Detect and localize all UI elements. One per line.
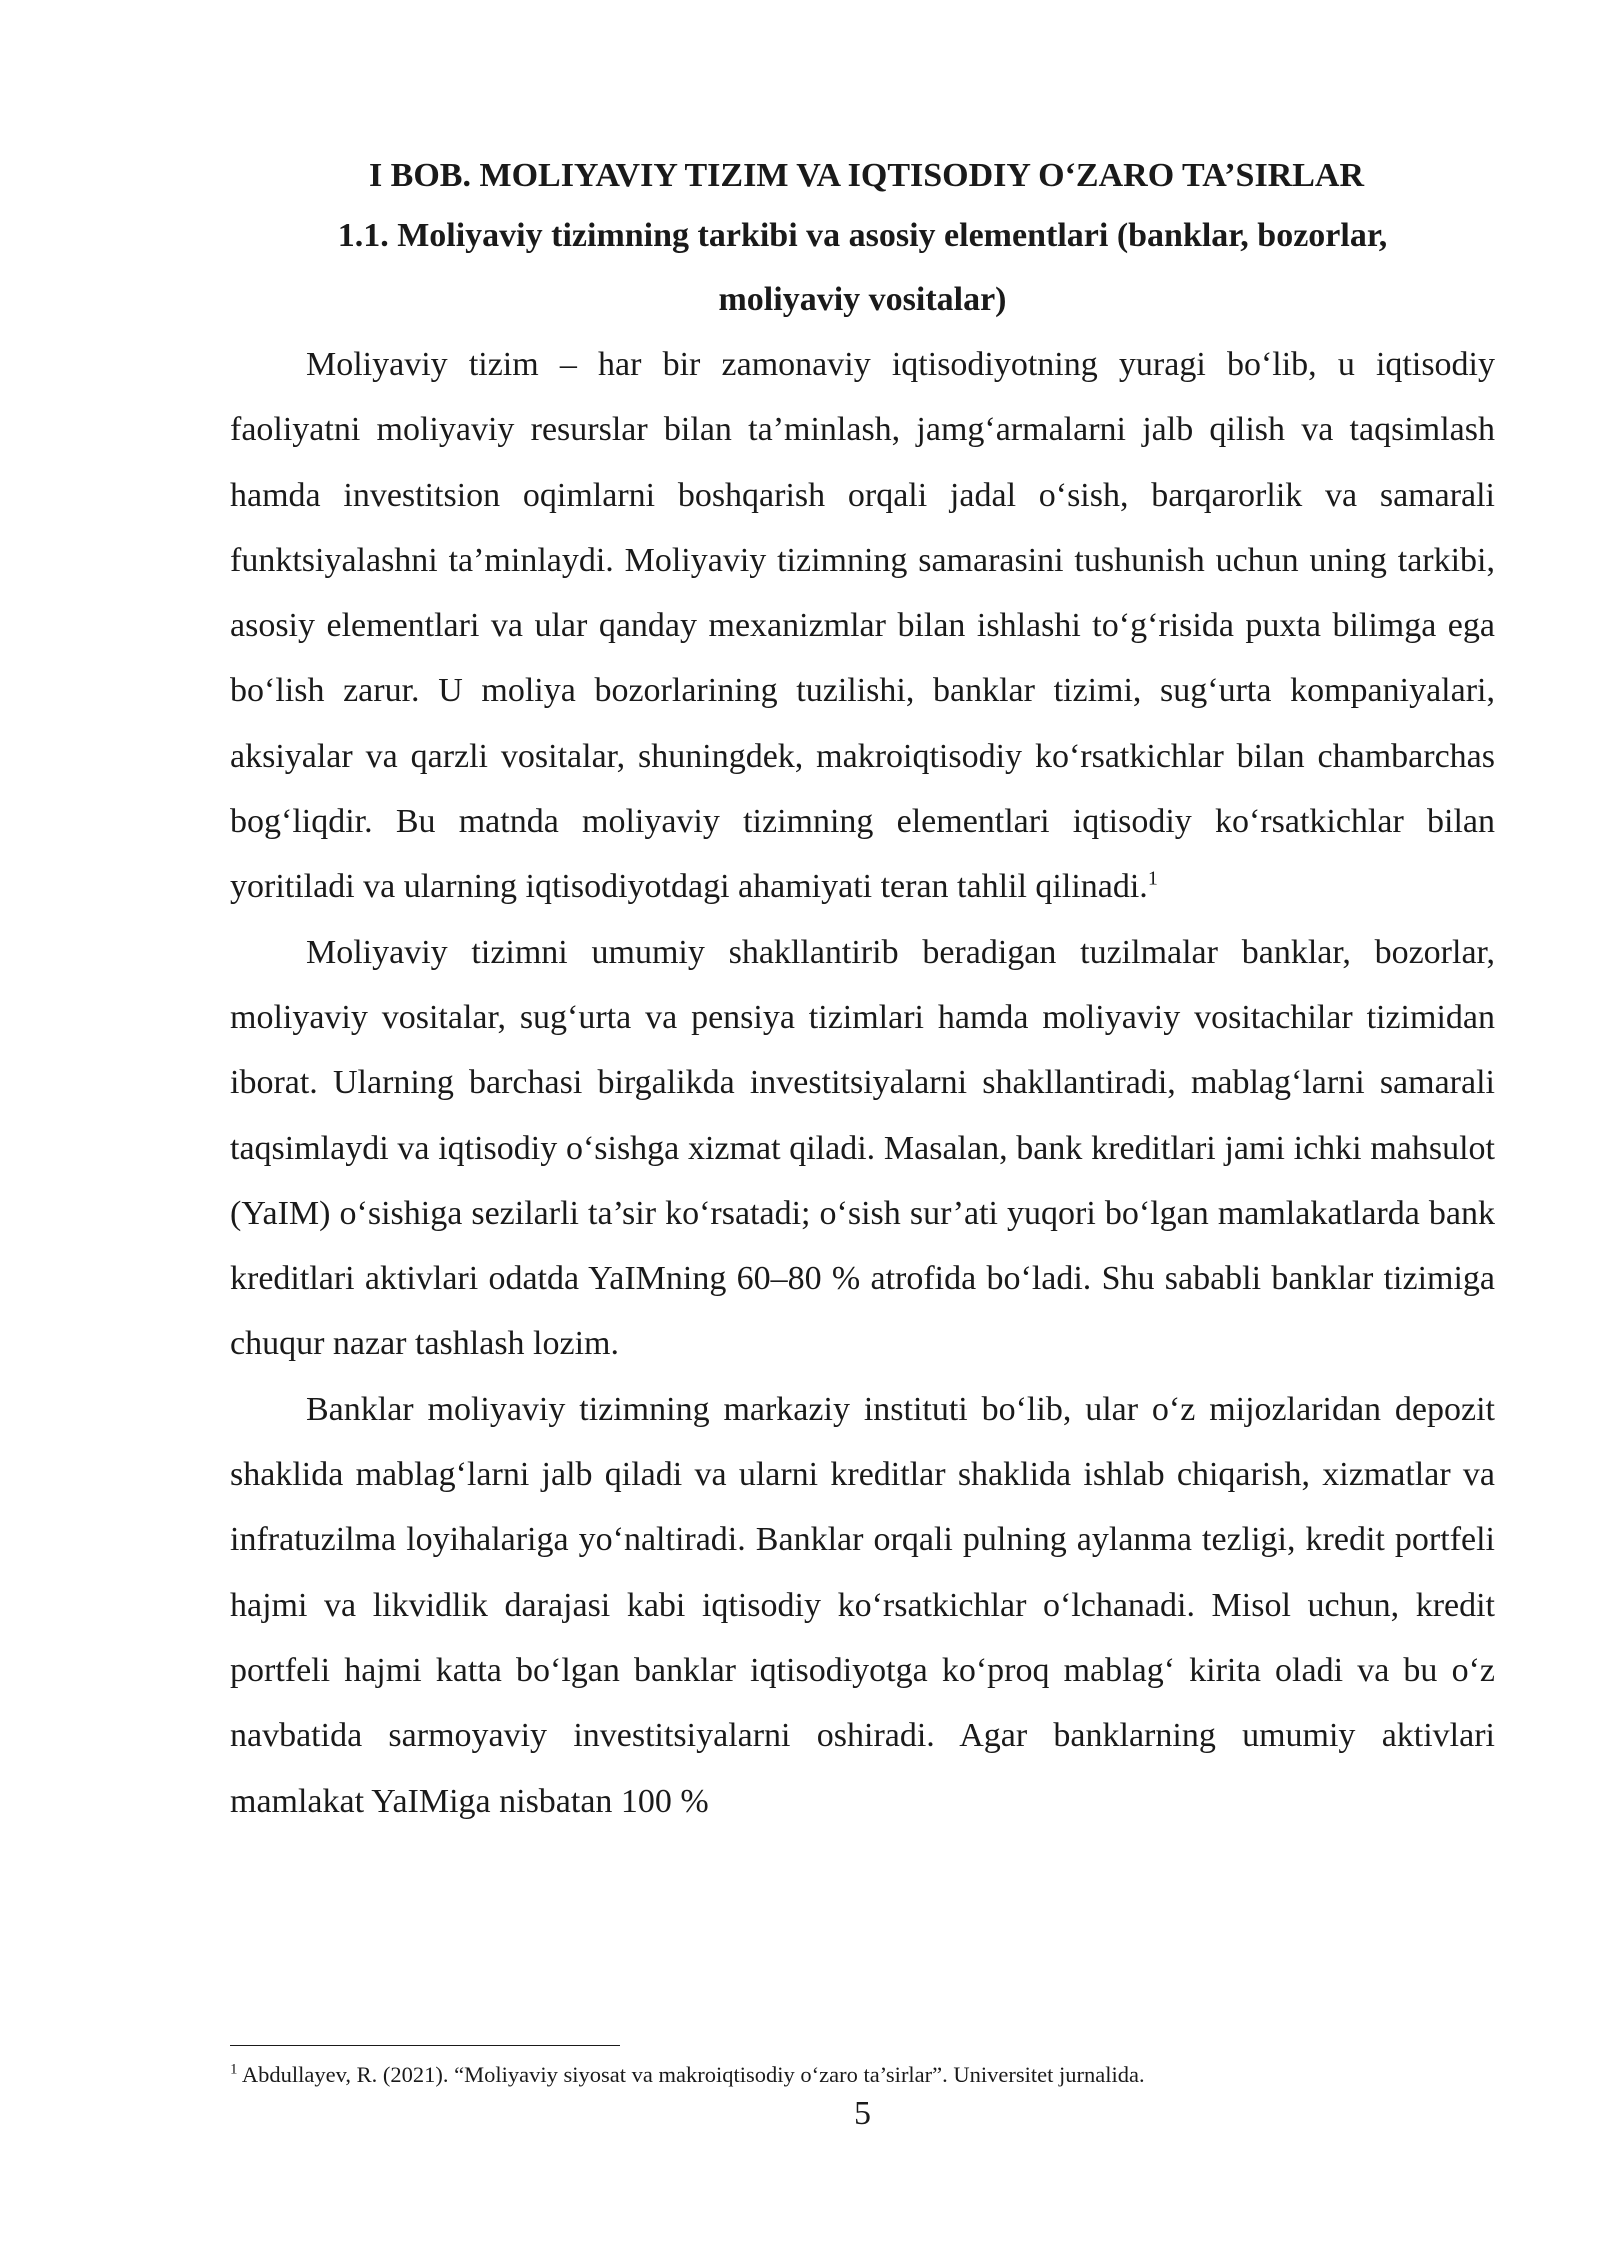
chapter-title: I BOB. MOLIYAVIY TIZIM VA IQTISODIY O‘ZARO TA’SIRLAR [368, 157, 1365, 194]
section-title: 1.1. Moliyaviy tizimning tarkibi va asosiy elementlari (banklar, bozorlar, moliyaviy vositalar) [337, 217, 1388, 318]
page-body [230, 148, 1495, 1834]
page-number: 5 [854, 2095, 871, 2132]
paragraph-1-text: Moliyaviy tizim – har bir zamonaviy iqtisodiyotning yuragi bo‘lib, u iqtisodiy faoliyatni moliyaviy resurslar bilan ta’minlash, jamg‘armalarni jalb qilish va taqsimlash hamda investitsion oqimlarni boshqarish orqali jadal o‘sish, barqarorlik va samarali funktsiyalashni ta’minlaydi. Moliyaviy tizimning samarasini tushunish uchun uning tarkibi, asosiy elementlari va ular qanday mexanizmlar bilan ishlashi to‘g‘risida puxta bilimga ega bo‘lish zarur. U moliya bozorlarining tuzilishi, banklar tizimi, sug‘urta kompaniyalari, aksiyalar va qarzli vositalar, shuningdek, makroiqtisodiy ko‘rsatkichlar bilan chambarchas bog‘liqdir. Bu matnda moliyaviy tizimning elementlari iqtisodiy ko‘rsatkichlar bilan yoritiladi va ularning iqtisodiyotdagi ahamiyati teran tahlil qilinadi. [230, 346, 1495, 906]
footnote-text: Abdullayev, R. (2021). “Moliyaviy siyosat va makroiqtisodiy o‘zaro ta’sirlar”. Universitet jurnalida. [241, 2062, 1145, 2087]
footnote-number: 1 [230, 2061, 238, 2078]
footnote-reference[interactable]: 1 [1147, 868, 1158, 891]
paragraph-2: Moliyaviy tizimni umumiy shakllantirib beradigan tuzilmalar banklar, bozorlar, moliyaviy vositalar, sug‘urta va pensiya tizimlari hamda moliyaviy vositachilar tizimidan iborat. Ularning barchasi birgalikda investitsiyalarni shakllantiradi, mablag‘larni samarali taqsimlaydi va iqtisodiy o‘sishga xizmat qiladi. Masalan, bank kreditlari jami ichki mahsulot (YaIM) o‘sishiga sezilarli ta’sir ko‘rsatadi; o‘sish sur’ati yuqori bo‘lgan mamlakatlarda bank kreditlari aktivlari odatda YaIMning 60–80 % atrofida bo‘ladi. Shu sababli banklar tizimiga chuqur nazar tashlash lozim. [230, 933, 1495, 1363]
footnote-separator [230, 2045, 620, 2046]
paragraph-3: Banklar moliyaviy tizimning markaziy instituti bo‘lib, ular o‘z mijozlaridan depozit shaklida mablag‘larni jalb qiladi va ularni kreditlar shaklida ishlab chiqarish, xizmatlar va infratuzilma loyihalariga yo‘naltiradi. Banklar orqali pulning aylanma tezligi, kredit portfeli hajmi va likvidlik darajasi kabi iqtisodiy ko‘rsatkichlar o‘lchanadi. Misol uchun, kredit portfeli hajmi katta bo‘lgan banklar iqtisodiyotga ko‘proq mablag‘ kirita oladi va bu o‘z navbatida sarmoyaviy investitsiyalarni oshiradi. Agar banklarning umumiy aktivlari mamlakat YaIMiga nisbatan 100 % [230, 1390, 1495, 1820]
footnote [230, 2060, 1495, 2090]
paragraph-1 [230, 332, 1495, 920]
